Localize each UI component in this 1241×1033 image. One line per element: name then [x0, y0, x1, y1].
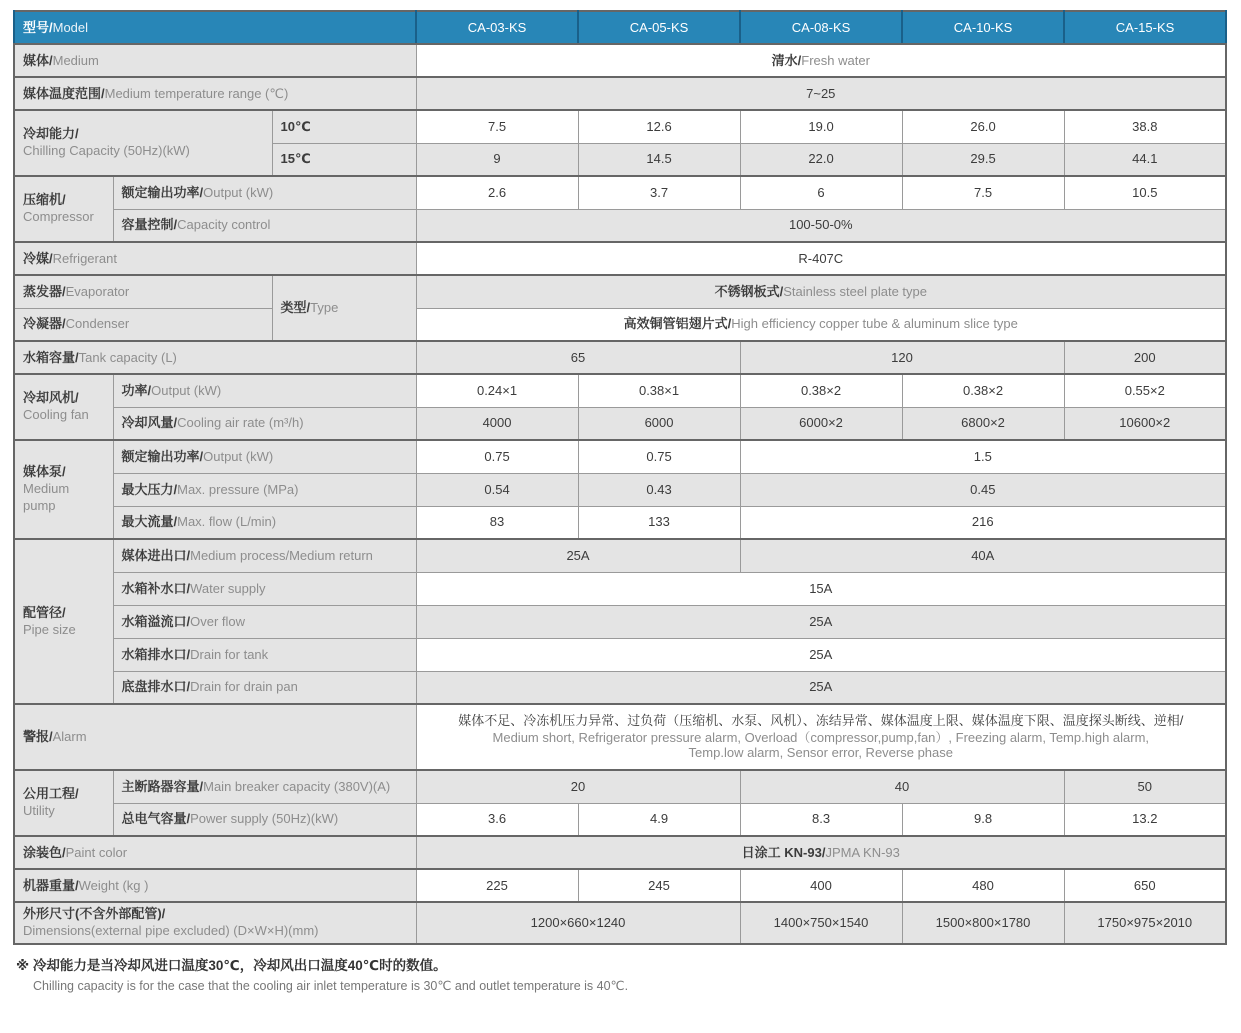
temp-range-label-en: Medium temperature range (℃) [104, 85, 289, 101]
row-pump-output [14, 440, 1226, 473]
pump-output-ca05: 0.75 [578, 440, 740, 473]
compressor-output-ca03: 2.6 [416, 176, 578, 209]
header-model-ca-10: CA-10-KS [902, 11, 1064, 44]
medium-pump-label-en: Medium pump [23, 481, 70, 513]
dimensions-ca08: 1400×750×1540 [740, 902, 902, 944]
medium-label-en: Medium [52, 52, 99, 68]
row-medium [14, 44, 1226, 77]
fan-output-label-en: Output (kW) [151, 382, 222, 398]
air-rate-label-zh: 冷却风量/ [121, 415, 178, 431]
alarm-value-zh: 媒体不足、冷冻机压力异常、过负荷（压缩机、水泵、风机）、冻结异常、媒体温度上限、媒体温度下限、温度探头断线、逆相/ [458, 712, 1184, 728]
chilling-10-ca15: 38.8 [1064, 110, 1226, 143]
fan-output-ca03: 0.24×1 [416, 374, 578, 407]
power-supply-label-en: Power supply (50Hz)(kW) [190, 811, 339, 827]
dimensions-label-en: Dimensions(external pipe excluded) (D×W×H)(mm) [23, 923, 319, 938]
header-model-label [14, 11, 416, 44]
dimensions-ca03-05: 1200×660×1240 [416, 902, 740, 944]
chilling-10-ca03: 7.5 [416, 110, 578, 143]
pipe-process-label [113, 539, 416, 572]
row-alarm [14, 704, 1226, 770]
row-pipe-over-flow [14, 605, 1226, 638]
power-supply-label [113, 803, 416, 836]
air-rate-ca08: 6000×2 [740, 407, 902, 440]
dimensions-label [14, 902, 416, 944]
pump-pressure-ca03: 0.54 [416, 473, 578, 506]
cooling-fan-label-zh: 冷却风机/ [23, 390, 79, 406]
breaker-value-20: 20 [416, 770, 740, 803]
pump-output-label-en: Output (kW) [203, 448, 274, 464]
evaporator-value [416, 275, 1226, 308]
chilling-10-ca08: 19.0 [740, 110, 902, 143]
power-supply-label-zh: 总电气容量/ [121, 811, 191, 827]
cooling-fan-label-en: Cooling fan [23, 407, 89, 422]
pipe-process-label-zh: 媒体进出口/ [121, 547, 191, 563]
header-model-ca-03: CA-03-KS [416, 11, 578, 44]
evaporator-label-en: Evaporator [65, 283, 130, 299]
weight-ca05: 245 [578, 869, 740, 902]
chilling-sub-10 [272, 110, 416, 143]
chilling-15-ca10: 29.5 [902, 143, 1064, 176]
medium-value-zh: 清水/ [771, 52, 802, 68]
row-pump-flow [14, 506, 1226, 539]
power-supply-ca03: 3.6 [416, 803, 578, 836]
power-supply-ca08: 8.3 [740, 803, 902, 836]
compressor-output-ca15: 10.5 [1064, 176, 1226, 209]
utility-label-zh: 公用工程/ [23, 786, 79, 802]
pipe-over-flow-label-zh: 水箱溢流口/ [121, 613, 191, 629]
pump-pressure-ca08-15: 0.45 [740, 473, 1226, 506]
utility-label [14, 770, 113, 836]
paint-value [416, 836, 1226, 869]
row-breaker [14, 770, 1226, 803]
evaporator-value-en: Stainless steel plate type [783, 283, 927, 299]
row-capacity-control [14, 209, 1226, 242]
compressor-label [14, 176, 113, 242]
chilling-15-ca05: 14.5 [578, 143, 740, 176]
condenser-label-en: Condenser [65, 316, 130, 332]
header-model-label-en: Model [52, 19, 89, 35]
chilling-label [14, 110, 272, 176]
type-label-zh: 类型/ [280, 300, 311, 316]
row-paint-color [14, 836, 1226, 869]
medium-pump-label-zh: 媒体泵/ [23, 464, 66, 480]
temp-range-value: 7~25 [416, 77, 1226, 110]
air-rate-ca03: 4000 [416, 407, 578, 440]
header-model-ca-15: CA-15-KS [1064, 11, 1226, 44]
compressor-output-label-en: Output (kW) [203, 184, 274, 200]
row-chilling-10 [14, 110, 1226, 143]
row-pipe-drain-pan [14, 671, 1226, 704]
tank-label-zh: 水箱容量/ [23, 349, 79, 365]
fan-output-ca15: 0.55×2 [1064, 374, 1226, 407]
pump-flow-ca03: 83 [416, 506, 578, 539]
weight-ca10: 480 [902, 869, 1064, 902]
pipe-size-label-zh: 配管径/ [23, 604, 66, 620]
condenser-label-zh: 冷凝器/ [23, 316, 66, 332]
row-condenser [14, 308, 1226, 341]
row-fan-output [14, 374, 1226, 407]
weight-ca08: 400 [740, 869, 902, 902]
weight-label-zh: 机器重量/ [23, 877, 79, 893]
condenser-value-en: High efficiency copper tube & aluminum slice type [731, 316, 1018, 332]
evaporator-label-zh: 蒸发器/ [23, 283, 66, 299]
tank-value-120: 120 [740, 341, 1064, 374]
row-weight [14, 869, 1226, 902]
air-rate-label [113, 407, 416, 440]
breaker-label-zh: 主断路器容量/ [121, 778, 204, 794]
pump-output-ca08-15: 1.5 [740, 440, 1226, 473]
compressor-label-zh: 压缩机/ [23, 192, 66, 208]
tank-label [14, 341, 416, 374]
condenser-label [14, 308, 272, 341]
alarm-value-en1: Medium short, Refrigerator pressure alarm, Overload（compressor,pump,fan）, Freezing alarm, Temp.high alarm, [492, 729, 1150, 745]
pipe-drain-tank-label-zh: 水箱排水口/ [121, 646, 191, 662]
pipe-over-flow-label-en: Over flow [190, 613, 246, 629]
row-refrigerant [14, 242, 1226, 275]
air-rate-ca05: 6000 [578, 407, 740, 440]
fan-output-label [113, 374, 416, 407]
chilling-10-ca05: 12.6 [578, 110, 740, 143]
chilling-15-ca03: 9 [416, 143, 578, 176]
weight-ca03: 225 [416, 869, 578, 902]
pump-flow-label-zh: 最大流量/ [121, 514, 178, 530]
pipe-drain-tank-value: 25A [416, 638, 1226, 671]
type-label-en: Type [310, 300, 339, 316]
pipe-size-label [14, 539, 113, 704]
weight-ca15: 650 [1064, 869, 1226, 902]
row-evaporator [14, 275, 1226, 308]
pipe-water-supply-label-zh: 水箱补水口/ [121, 580, 191, 596]
condenser-value-zh: 高效铜管铝翅片式/ [623, 316, 732, 332]
paint-value-zh: 日涂工 KN-93/ [741, 844, 826, 860]
table-header-row [14, 11, 1226, 44]
pump-output-ca03: 0.75 [416, 440, 578, 473]
dimensions-ca10: 1500×800×1780 [902, 902, 1064, 944]
compressor-output-label [113, 176, 416, 209]
power-supply-ca15: 13.2 [1064, 803, 1226, 836]
footnote-en: Chilling capacity is for the case that the cooling air inlet temperature is 30℃ and outlet temperature is 40℃. [33, 979, 629, 993]
medium-value-en: Fresh water [801, 52, 870, 68]
medium-label-zh: 媒体/ [23, 52, 53, 68]
pump-flow-ca08-15: 216 [740, 506, 1226, 539]
tank-value-65: 65 [416, 341, 740, 374]
alarm-label-en: Alarm [52, 729, 87, 745]
pump-flow-ca05: 133 [578, 506, 740, 539]
refrigerant-value: R-407C [416, 242, 1226, 275]
pipe-water-supply-value: 15A [416, 572, 1226, 605]
paint-label [14, 836, 416, 869]
row-tank-capacity [14, 341, 1226, 374]
condenser-value [416, 308, 1226, 341]
header-model-ca-08: CA-08-KS [740, 11, 902, 44]
row-pump-pressure [14, 473, 1226, 506]
chilling-10-ca10: 26.0 [902, 110, 1064, 143]
dimensions-ca15: 1750×975×2010 [1064, 902, 1226, 944]
breaker-label [113, 770, 416, 803]
capacity-control-label-en: Capacity control [177, 217, 271, 233]
breaker-value-50: 50 [1064, 770, 1226, 803]
alarm-label-zh: 警报/ [23, 729, 53, 745]
air-rate-ca10: 6800×2 [902, 407, 1064, 440]
weight-label-en: Weight (kg ) [78, 877, 149, 893]
paint-value-en: JPMA KN-93 [825, 844, 900, 860]
tank-value-200: 200 [1064, 341, 1226, 374]
power-supply-ca10: 9.8 [902, 803, 1064, 836]
fan-output-ca10: 0.38×2 [902, 374, 1064, 407]
capacity-control-value: 100-50-0% [416, 209, 1226, 242]
chilling-sub-15-text: 15℃ [280, 151, 311, 167]
alarm-value-en2: Temp.low alarm, Sensor error, Reverse phase [688, 745, 953, 761]
pump-pressure-label-en: Max. pressure (MPa) [177, 481, 299, 497]
pump-output-label-zh: 额定输出功率/ [121, 448, 204, 464]
compressor-output-ca05: 3.7 [578, 176, 740, 209]
header-model-ca-05: CA-05-KS [578, 11, 740, 44]
medium-pump-label [14, 440, 113, 539]
pipe-drain-pan-label-zh: 底盘排水口/ [121, 679, 191, 695]
evaporator-value-zh: 不锈钢板式/ [714, 283, 784, 299]
footnote [16, 954, 1241, 993]
alarm-value [416, 704, 1226, 770]
medium-label [14, 44, 416, 77]
paint-label-en: Paint color [65, 844, 128, 860]
temp-range-label [14, 77, 416, 110]
evaporator-label [14, 275, 272, 308]
pipe-water-supply-label [113, 572, 416, 605]
capacity-control-label-zh: 容量控制/ [121, 217, 178, 233]
utility-label-en: Utility [23, 803, 55, 818]
capacity-control-label [113, 209, 416, 242]
cooling-fan-label [14, 374, 113, 440]
chilling-15-ca15: 44.1 [1064, 143, 1226, 176]
pump-pressure-label [113, 473, 416, 506]
row-pipe-drain-tank [14, 638, 1226, 671]
pump-pressure-label-zh: 最大压力/ [121, 481, 178, 497]
row-temp-range [14, 77, 1226, 110]
pump-output-label [113, 440, 416, 473]
breaker-value-40: 40 [740, 770, 1064, 803]
weight-label [14, 869, 416, 902]
air-rate-ca15: 10600×2 [1064, 407, 1226, 440]
header-model-label-zh: 型号/ [23, 19, 53, 35]
air-rate-label-en: Cooling air rate (m³/h) [177, 415, 304, 431]
spec-table [13, 10, 1227, 945]
fan-output-ca05: 0.38×1 [578, 374, 740, 407]
pipe-over-flow-value: 25A [416, 605, 1226, 638]
chilling-label-zh: 冷却能力/ [23, 126, 79, 142]
row-power-supply [14, 803, 1226, 836]
pipe-process-value-40a: 40A [740, 539, 1226, 572]
chilling-label-en: Chilling Capacity (50Hz)(kW) [23, 143, 190, 158]
row-pipe-process [14, 539, 1226, 572]
compressor-label-en: Compressor [23, 209, 94, 224]
pipe-drain-tank-label [113, 638, 416, 671]
compressor-output-ca10: 7.5 [902, 176, 1064, 209]
pump-pressure-ca05: 0.43 [578, 473, 740, 506]
alarm-label [14, 704, 416, 770]
pipe-drain-pan-label [113, 671, 416, 704]
medium-value [416, 44, 1226, 77]
breaker-label-en: Main breaker capacity (380V)(A) [203, 778, 391, 794]
power-supply-ca05: 4.9 [578, 803, 740, 836]
pipe-drain-tank-label-en: Drain for tank [190, 646, 269, 662]
refrigerant-label-en: Refrigerant [52, 250, 117, 266]
chilling-sub-15 [272, 143, 416, 176]
pipe-process-value-25a: 25A [416, 539, 740, 572]
row-compressor-output [14, 176, 1226, 209]
pipe-size-label-en: Pipe size [23, 621, 76, 637]
tank-label-en: Tank capacity (L) [78, 349, 177, 365]
paint-label-zh: 涂装色/ [23, 844, 66, 860]
type-label [272, 275, 416, 341]
compressor-output-ca08: 6 [740, 176, 902, 209]
temp-range-label-zh: 媒体温度范围/ [23, 85, 105, 101]
chilling-sub-10-text: 10℃ [280, 118, 311, 134]
row-pipe-water-supply [14, 572, 1226, 605]
pipe-drain-pan-value: 25A [416, 671, 1226, 704]
refrigerant-label-zh: 冷媒/ [23, 250, 53, 266]
fan-output-label-zh: 功率/ [121, 382, 152, 398]
pump-flow-label-en: Max. flow (L/min) [177, 514, 277, 530]
pipe-drain-pan-label-en: Drain for drain pan [190, 679, 298, 695]
row-fan-air-rate [14, 407, 1226, 440]
footnote-zh: ※ 冷却能力是当冷却风进口温度30℃，冷却风出口温度40℃时的数值。 [16, 958, 447, 973]
pipe-over-flow-label [113, 605, 416, 638]
pump-flow-label [113, 506, 416, 539]
fan-output-ca08: 0.38×2 [740, 374, 902, 407]
refrigerant-label [14, 242, 416, 275]
chilling-15-ca08: 22.0 [740, 143, 902, 176]
pipe-water-supply-label-en: Water supply [190, 580, 266, 596]
row-dimensions [14, 902, 1226, 944]
compressor-output-label-zh: 额定输出功率/ [121, 184, 204, 200]
pipe-process-label-en: Medium process/Medium return [190, 547, 373, 563]
dimensions-label-zh: 外形尺寸(不含外部配管)/ [23, 906, 166, 922]
